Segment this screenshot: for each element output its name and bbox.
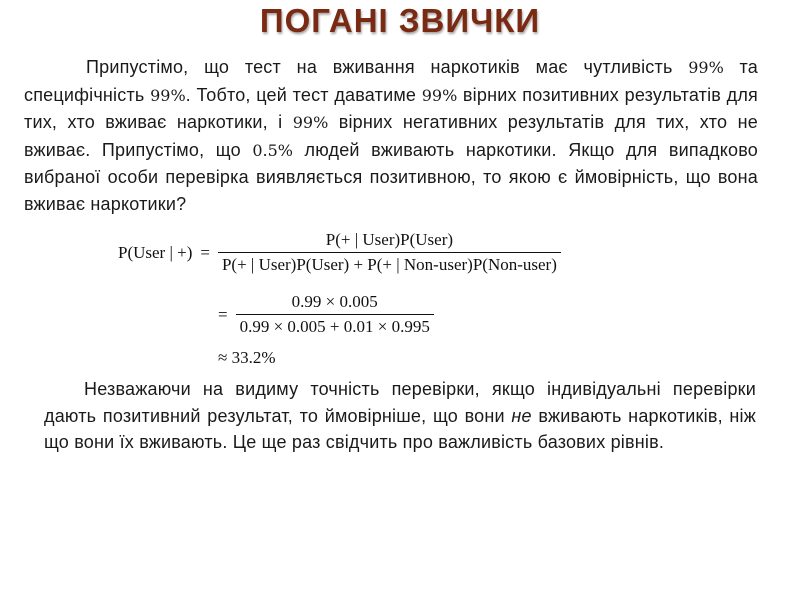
problem-text-5: вірних негативних результатів для тих, хто не вживає. Припустімо, що <box>24 112 758 160</box>
formula-row-2 <box>218 292 434 337</box>
problem-text-6: людей вживають наркотики. Якщо для випадково вибраної особи перевірка виявляється позитивною, то якою є ймовірність, що вона вживає наркотики? <box>24 139 758 214</box>
slide-title: ПОГАНІ ЗВИЧКИ <box>259 2 541 39</box>
problem-text-3: . Тобто, цей тест даватиме <box>185 84 422 105</box>
base-rate-value: 0.5% <box>252 140 293 160</box>
conclusion-text-2: вживають наркотиків, ніж що вони їх вживають. Це ще раз свідчить про важливість базових рівнів. <box>44 405 756 452</box>
true-positive-value: 99% <box>421 85 458 105</box>
problem-text-4: вірних позитивних результатів для тих, хто вживає наркотики, і <box>24 84 759 132</box>
formula-equals-1: = <box>200 242 210 262</box>
problem-text-1: Припустімо, що тест на вживання наркотиків має чутливість <box>86 57 689 77</box>
formula-lhs: P(User | +) <box>118 242 193 262</box>
formula-numerator: P(+ | User)P(User) <box>325 230 454 249</box>
sensitivity-value: 99% <box>688 58 724 77</box>
formula-fraction-2 <box>236 292 434 337</box>
formula-denominator-2: 0.99 × 0.005 + 0.01 × 0.995 <box>236 314 434 337</box>
conclusion-text-1: Незважаючи на видиму точність перевірки, якщо індивідуальні перевірки дають позитивний результат, то ймовірніше, що вони <box>44 379 756 426</box>
formula-equals-2: = <box>218 304 228 324</box>
formula-result: ≈ 33.2% <box>218 348 276 367</box>
conclusion-paragraph <box>44 376 756 456</box>
true-negative-value: 99% <box>292 113 329 132</box>
problem-text-2: та специфічність <box>24 57 758 105</box>
specificity-value: 99% <box>150 85 186 105</box>
formula-row-1 <box>118 230 561 275</box>
formula-denominator: P(+ | User)P(User) + P(+ | Non-user)P(Non-user) <box>218 252 561 275</box>
conclusion-emphasis: не <box>511 405 532 426</box>
formula-numerator-2: 0.99 × 0.005 <box>291 292 378 311</box>
formula-fraction-1 <box>218 230 561 275</box>
bayes-formula <box>118 224 718 379</box>
problem-paragraph <box>24 54 758 217</box>
